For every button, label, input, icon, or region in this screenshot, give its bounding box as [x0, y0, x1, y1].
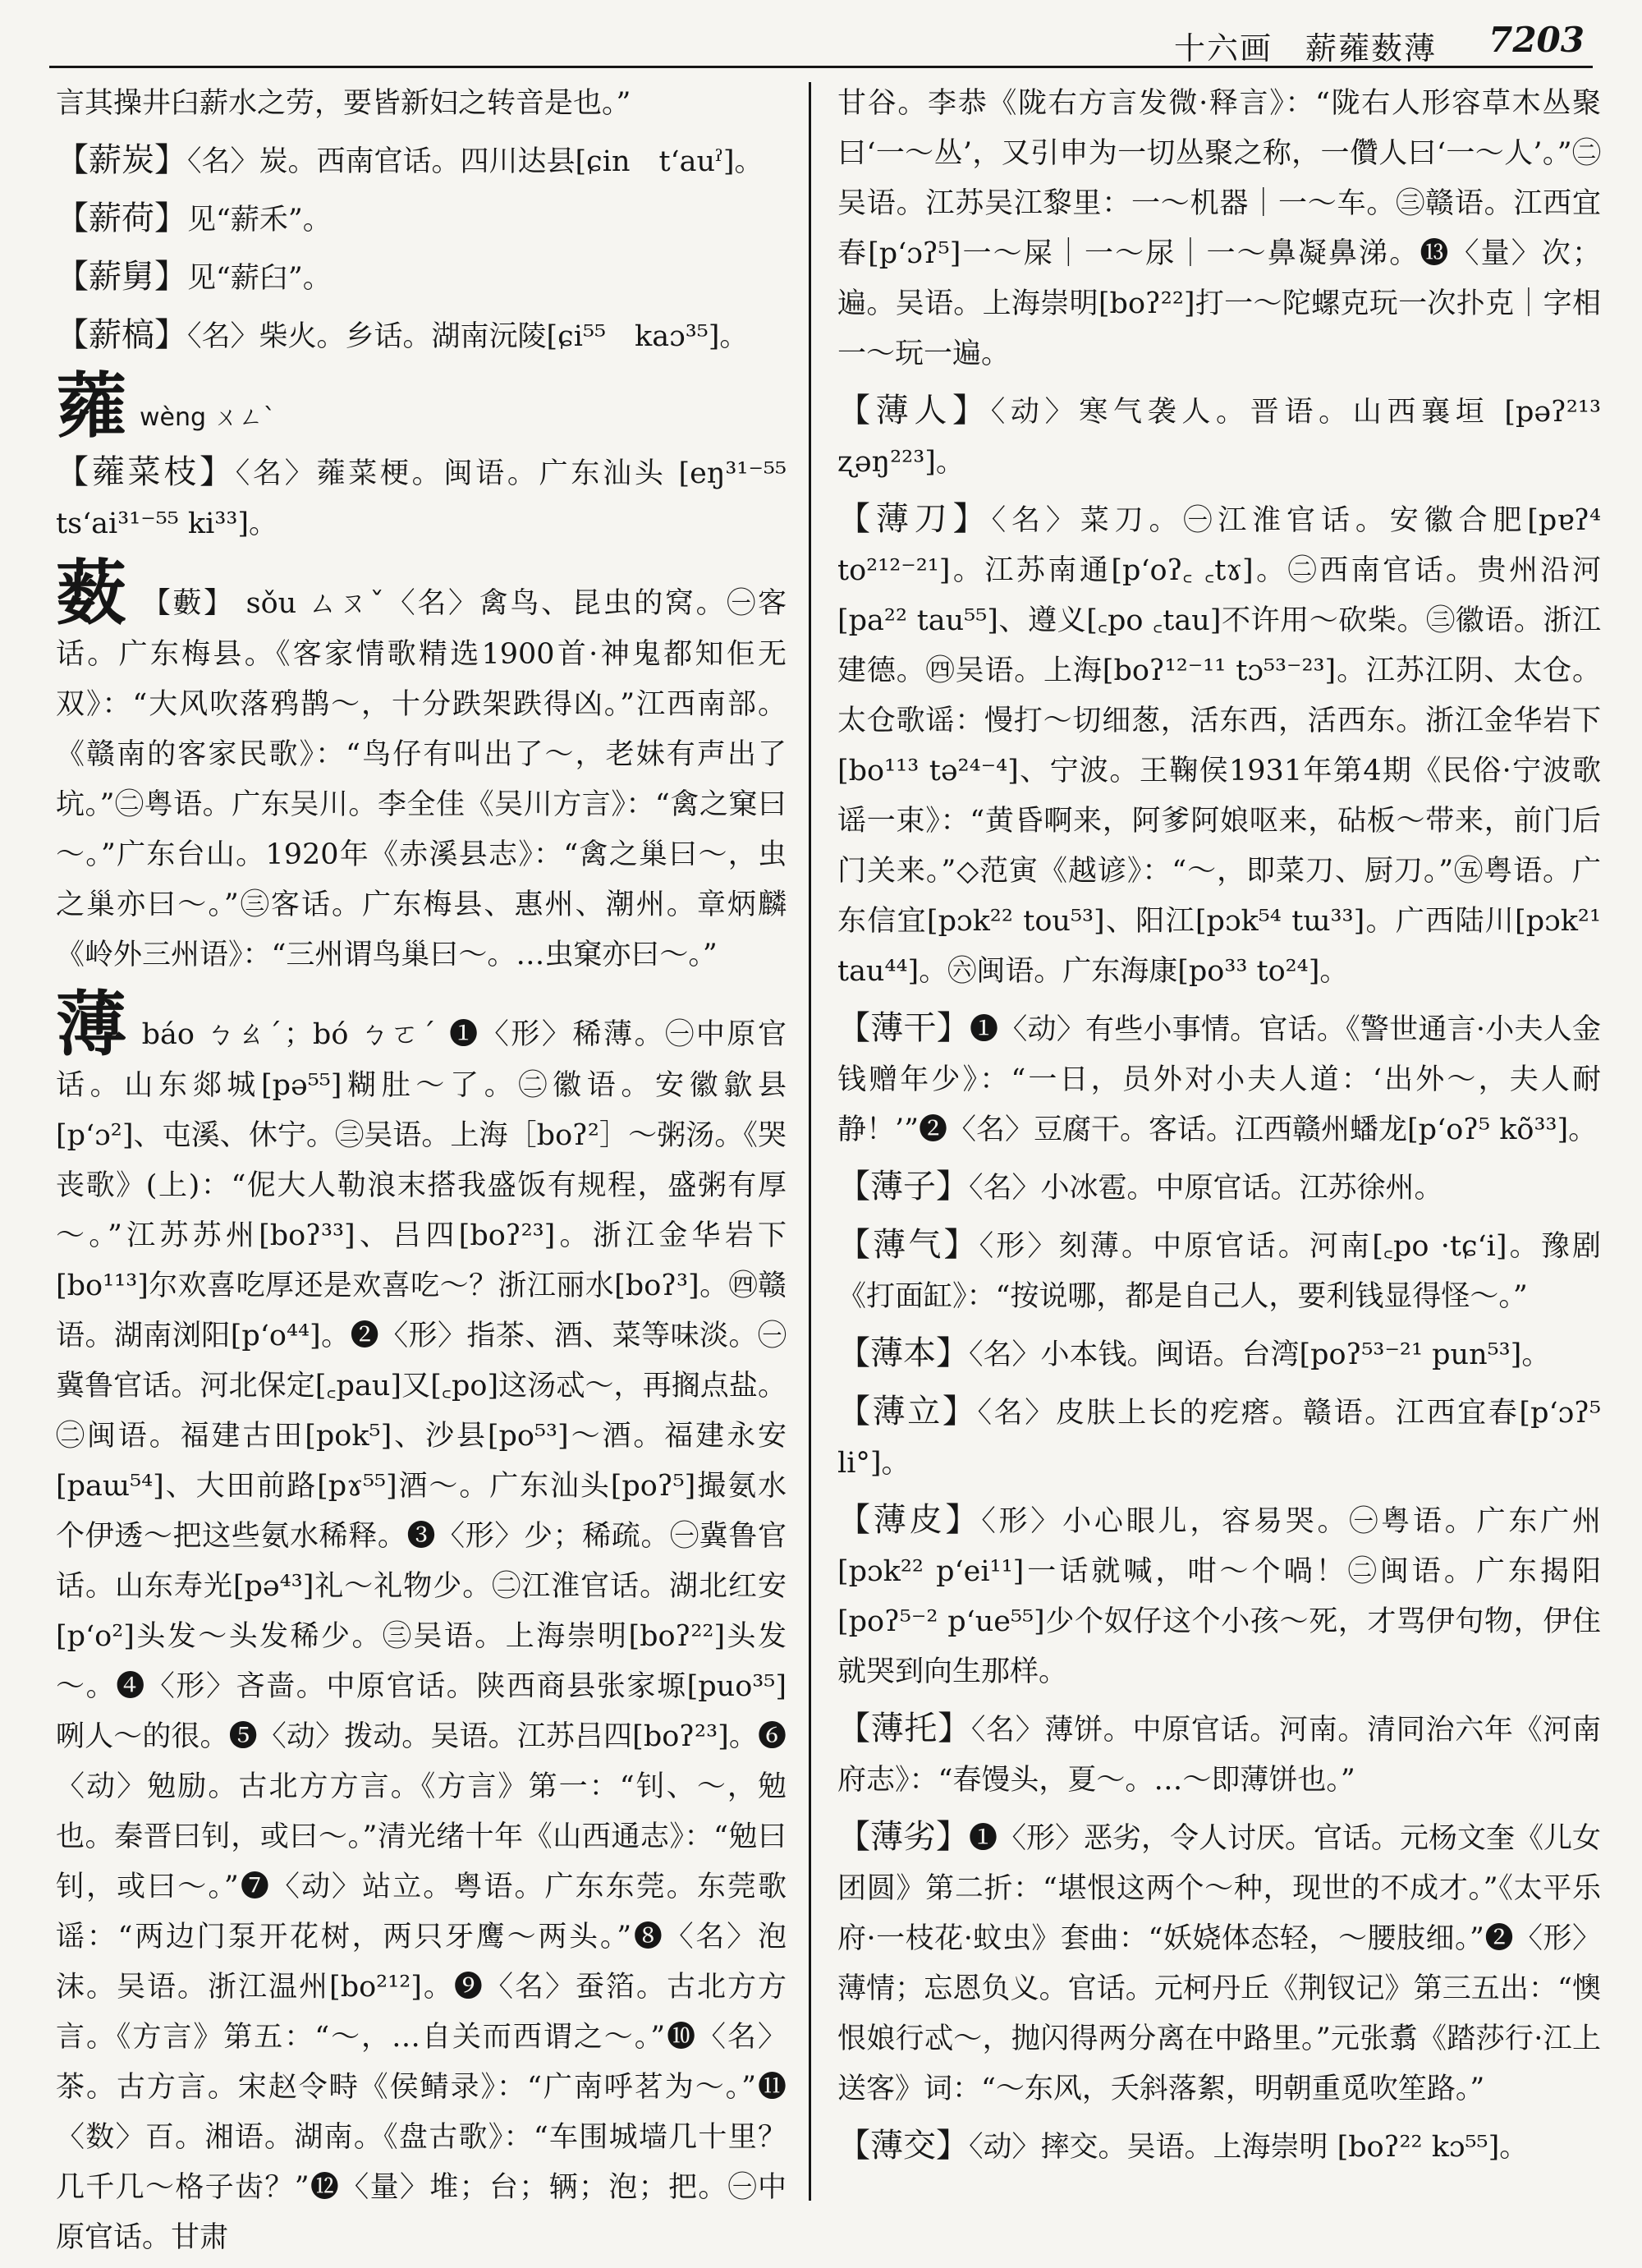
- column-divider: [809, 82, 811, 2201]
- entry-headword: 【薪槁】: [56, 316, 187, 354]
- entry-text: 〈名〉炭。西南官话。四川达县[ɕin tʻauˀ]。: [187, 145, 764, 178]
- entry-baoqi: [837, 1220, 1601, 1322]
- continued-text: 甘谷。李恭《陇右方言发微·释言》：“陇右人形容草木丛聚曰‘一～丛’，又引申为一切丛聚之称，一儹人曰‘一～人’。”㊁吴语。江苏吴江黎里：一～机器｜一～车。㊂赣语。江西宜春[pʻɔʔ⁵]一～屎｜一～尿｜一～鼻凝鼻涕。⓭〈量〉次；遍。吴语。上海崇明[boʔ²²]打一～陀螺克玩一次扑克｜字相一～玩一遍。: [837, 87, 1601, 370]
- entry-baojiao: [837, 2121, 1601, 2173]
- entry-text: 〈名〉小本钱。闽语。台湾[poʔ⁵³⁻²¹ pun⁵³]。: [969, 1338, 1551, 1371]
- section-title: 十六画 薪蕹薮薄: [1173, 30, 1437, 67]
- headword-char: 薮: [56, 552, 129, 635]
- entry-wengcaizhi: [56, 448, 787, 549]
- entry-baolie: [837, 1812, 1601, 2114]
- entry-xintan: [56, 135, 787, 187]
- headword-char: 蕹: [56, 365, 126, 448]
- headword-char: 薄: [56, 983, 129, 1066]
- entry-headword: 【薄人】: [837, 392, 991, 429]
- entry-text: 〈名〉小冰雹。中原官话。江苏徐州。: [969, 1172, 1443, 1205]
- right-column: [837, 79, 1601, 2179]
- headword-sou: [56, 552, 787, 980]
- entry-text: ❶〈形〉恶劣，令人讨厌。官话。元杨文奎《儿女团圆》第二折：“堪恨这两个～种，现世的不成才。”《太平乐府·一枝花·蚊虫》套曲：“妖娆体态轻，～腰肢细。”❷〈形〉薄情；忘恩负义。官话。元柯丹丘《荆钗记》第三五出：“懊恨娘行忒～，抛闪得两分离在中路里。”元张翥《踏莎行·江上送客》词：“～东风，夭斜落絮，明朝重觅吹笙路。”: [837, 1822, 1602, 2105]
- entry-text: 〈形〉刻薄。中原官话。河南[꜀po ·tɕʻi]。豫剧《打面缸》：“按说哪，都是自己人，要利钱显得怪～。”: [837, 1230, 1601, 1313]
- headword-text: báo ㄅㄠˊ；bó ㄅㄛˊ ❶〈形〉稀薄。㊀中原官话。山东郯城[pə⁵⁵]糊肚～了。㊁徽语。安徽歙县[pʻɔ²]、屯溪、休宁。㊂吴语。上海［boʔ²］～粥汤。《哭丧歌》(上)：“伲大人勒浪末搭我盛饭有规程，盛粥有厚～。”江苏苏州[boʔ³³]、吕四[boʔ²³]。浙江金华岩下[bo¹¹³]尔欢喜吃厚还是欢喜吃～？浙江丽水[boʔ³]。㊃赣语。湖南浏阳[pʻo⁴⁴]。❷〈形〉指茶、酒、菜等味淡。㊀冀鲁官话。河北保定[꜀pau]又[꜀po]这汤忒～，再搁点盐。㊁闽语。福建古田[pok⁵]、沙县[po⁵³]～酒。福建永安[paɯ⁵⁴]、大田前路[pɤ⁵⁵]酒～。广东汕头[poʔ⁵]撮氨水个伊透～把这些氨水稀释。❸〈形〉少；稀疏。㊀冀鲁官话。山东寿光[pə⁴³]礼～礼物少。㊁江淮官话。湖北红安[pʻo²]头发～头发稀少。㊂吴语。上海崇明[boʔ²²]头发～。❹〈形〉吝啬。中原官话。陕西商县张家塬[puo³⁵]咧人～的很。❺〈动〉拨动。吴语。江苏吕四[boʔ²³]。❻〈动〉勉励。古北方方言。《方言》第一：“钊、～，勉也。秦晋曰钊，或曰～。”清光绪十年《山西通志》：“勉曰钊，或曰～。”❼〈动〉站立。粤语。广东东莞。东莞歌谣：“两边门泵开花树，两只牙鹰～两头。”❽〈名〉泡沫。吴语。浙江温州[bo²¹²]。❾〈名〉蚕箔。古北方方言。《方言》第五：“～，…自关而西谓之～。”❿〈名〉茶。古方言。宋赵令畤《侯鲭录》：“广南呼茗为～。”⓫〈数〉百。湘语。湖南。《盘古歌》：“车围城墙几十里？几千几～格子齿？”⓬〈量〉堆；台；辆；泡；把。㊀中原官话。甘肃: [56, 1018, 787, 2254]
- entry-baoli: [837, 1387, 1601, 1489]
- entry-text: 〈名〉皮肤上长的疙瘩。赣语。江西宜春[pʻɔʔ⁵ li°]。: [837, 1397, 1601, 1480]
- headword-text: 【藪】 sǒu ㄙㄡˇ〈名〉禽鸟、昆虫的窝。㊀客话。广东梅县。《客家情歌精选1900首·神鬼都知佢无双》：“大风吹落鸦鹊～，十分跌架跌得凶。”江西南部。《赣南的客家民歌》：“鸟仔有叫出了～，老妹有声出了坑。”㊁粤语。广东吴川。李全佳《吴川方言》：“禽之窠曰～。”广东台山。1920年《赤溪县志》：“禽之巢曰～，虫之巢亦曰～。”㊂客话。广东梅县、惠州、潮州。章炳麟《岭外三州语》：“三州谓鸟巢曰～。…虫窠亦曰～。”: [56, 587, 787, 971]
- entry-text: ❶〈动〉有些小事情。官话。《警世通言·小夫人金钱赠年少》：“一日，员外对小夫人道：‘出外～，夫人耐静！’”❷〈名〉豆腐干。客话。江西赣州蟠龙[pʻoʔ⁵ kõ³³]。: [837, 1013, 1601, 1146]
- entry-headword: 【蕹菜枝】: [56, 453, 236, 491]
- entry-headword: 【薪舅】: [56, 258, 187, 296]
- entry-baogan: [837, 1003, 1601, 1155]
- entry-text: 〈名〉蕹菜梗。闽语。广东汕头 [eŋ³¹⁻⁵⁵ tsʻai³¹⁻⁵⁵ ki³³]。: [56, 457, 787, 540]
- entry-headword: 【薄本】: [837, 1334, 969, 1372]
- page-header: [49, 15, 1593, 68]
- entry-headword: 【薪荷】: [56, 200, 187, 237]
- entry-baodao: [837, 494, 1601, 997]
- page-number: 7203: [1488, 20, 1585, 60]
- entry-text: 〈名〉菜刀。㊀江淮官话。安徽合肥[pɐʔ⁴ to²¹²⁻²¹]。江苏南通[pʻoʔ꜀ ꜀tɤ]。㊁西南官话。贵州沿河[pa²² tau⁵⁵]、遵义[꜀po ꜀tau]不许用～砍柴。㊂徽语。浙江建德。㊃吴语。上海[boʔ¹²⁻¹¹ tɔ⁵³⁻²³]。江苏江阴、太仓。太仓歌谣：慢打～切细葱，活东西，活西东。浙江金华岩下[bo¹¹³ tə²⁴⁻⁴]、宁波。王鞠侯1931年第4期《民俗·宁波歌谣一束》：“黄昏啊来，阿爹阿娘呕来，砧板～带来，前门后门关来。”◇范寅《越谚》：“～，即菜刀、厨刀。”㊄粤语。广东信宜[pɔk²² tou⁵³]、阳江[pɔk⁵⁴ tɯ³³]。广西陆川[pɔk²¹ tau⁴⁴]。㊅闽语。广东海康[po³³ to²⁴]。: [837, 504, 1601, 988]
- entry-text: 〈形〉小心眼儿，容易哭。㊀粤语。广东广州[pɔk²² pʻei¹¹]一话就喊，咁～个喎！㊁闽语。广东揭阳[poʔ⁵⁻² pʻue⁵⁵]少个奴仔这个小孩～死，才骂伊句物，伊住就哭到向生那样。: [837, 1505, 1601, 1688]
- headword-pinyin: wèng ㄨㄥˋ: [140, 403, 276, 432]
- entry-headword: 【薄气】: [837, 1226, 979, 1264]
- entry-headword: 【薄立】: [837, 1393, 978, 1430]
- entry-headword: 【薄皮】: [837, 1501, 982, 1539]
- entry-xinhe: [56, 194, 787, 246]
- entry-text: 〈动〉摔交。吴语。上海崇明 [boʔ²² kɔ⁵⁵]。: [969, 2131, 1529, 2164]
- entry-baopi: [837, 1495, 1601, 1697]
- entry-baoben: [837, 1329, 1601, 1380]
- entry-text: 见“薪禾”。: [187, 204, 332, 236]
- entry-xingao: [56, 310, 787, 362]
- entry-text: 〈名〉薄饼。中原官话。河南。清同治六年《河南府志》：“春馒头，夏～。…～即薄饼也。”: [837, 1714, 1602, 1797]
- headword-weng: [56, 365, 787, 448]
- continued-text: 言其操井臼薪水之劳，要皆新妇之转音是也。”: [56, 87, 631, 120]
- entry-headword: 【薄子】: [837, 1168, 969, 1205]
- entry-baoren: [837, 386, 1601, 488]
- entry-text: 〈动〉寒气袭人。晋语。山西襄垣 [pəʔ²¹³ ʐəŋ²²³]。: [837, 396, 1601, 479]
- entry-baotuo: [837, 1704, 1601, 1806]
- entry-headword: 【薄交】: [837, 2127, 969, 2165]
- headword-bao: [56, 983, 787, 2263]
- entry-headword: 【薄刀】: [837, 500, 992, 538]
- entry-headword: 【薄干】: [837, 1009, 970, 1047]
- left-column: [56, 79, 787, 2268]
- entry-xinjiu: [56, 252, 787, 304]
- entry-text: 〈名〉柴火。乡话。湖南沅陵[ɕi⁵⁵ kaɔ³⁵]。: [187, 320, 749, 353]
- entry-text: 见“薪臼”。: [187, 262, 332, 295]
- entry-headword: 【薪炭】: [56, 141, 187, 179]
- entry-headword: 【薄劣】: [837, 1818, 969, 1856]
- entry-baozi: [837, 1162, 1601, 1214]
- entry-headword: 【薄托】: [837, 1710, 971, 1747]
